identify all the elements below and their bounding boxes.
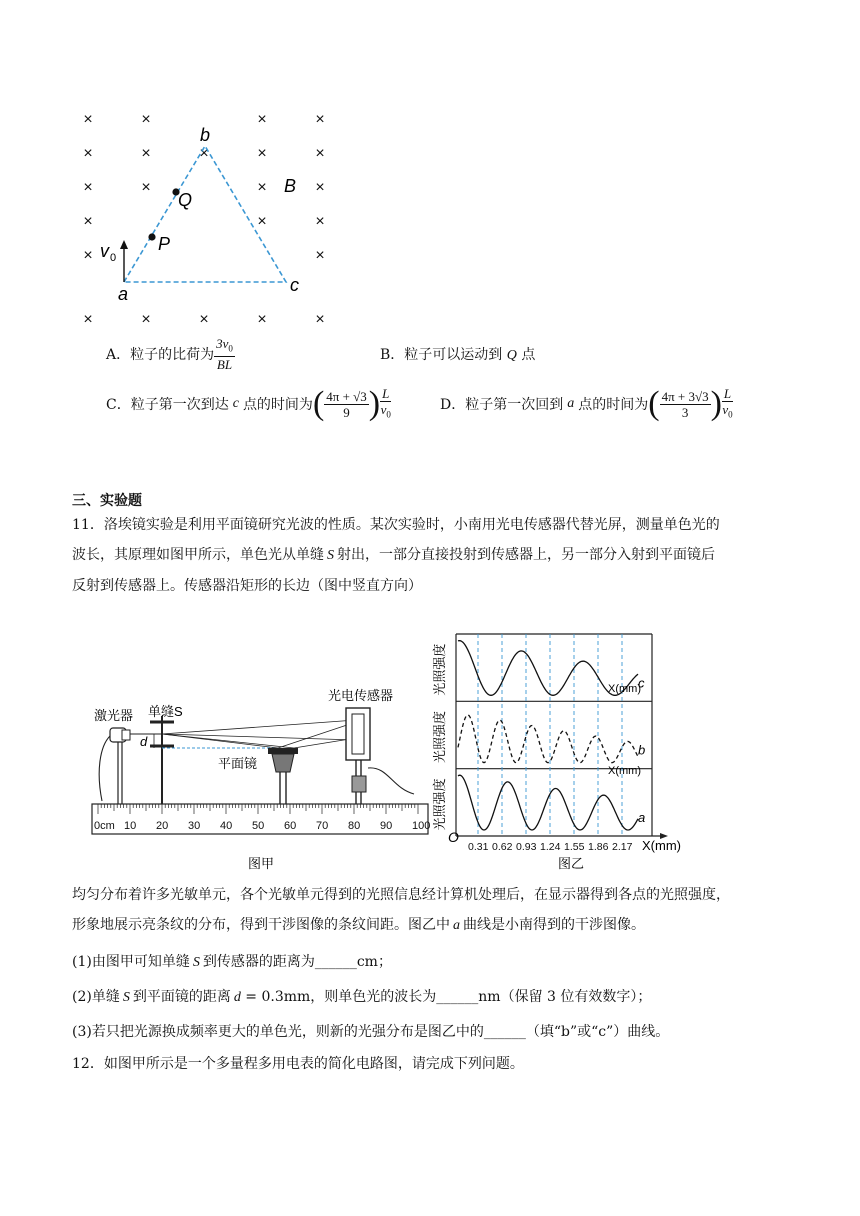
- field-cross: ×: [257, 213, 267, 230]
- label-laser: 激光器: [94, 708, 134, 723]
- option-d-mid: 点的时间为: [578, 397, 649, 413]
- ruler-label: 50: [252, 820, 265, 832]
- x-tick-label: 2.17: [612, 841, 633, 853]
- field-cross: ×: [315, 179, 325, 196]
- q12-line1: 12．如图甲所示是一个多量程多用电表的简化电路图，请完成下列问题。: [72, 1056, 524, 1072]
- label-c: c: [290, 275, 299, 295]
- option-d-fraction: [660, 389, 711, 420]
- field-cross: ×: [83, 145, 93, 162]
- option-c-text: C．粒子第一次到达: [106, 397, 229, 413]
- field-cross: ×: [83, 247, 93, 264]
- ruler-label: 40: [220, 820, 233, 832]
- option-c-c: c: [232, 396, 239, 411]
- q11-line3: 反射到传感器上。传感器沿矩形的长边（图中竖直方向）: [72, 578, 422, 594]
- field-cross: ×: [141, 145, 151, 162]
- intensity-curve-b: [458, 715, 638, 763]
- mirror: [268, 748, 298, 754]
- option-c-l-over-v: [380, 386, 391, 423]
- y-axis-label: 光照强度: [432, 710, 447, 763]
- field-cross: ×: [83, 111, 93, 128]
- option-d-a: a: [567, 396, 575, 411]
- field-cross: ×: [199, 311, 209, 328]
- field-cross: ×: [257, 145, 267, 162]
- laser-nozzle: [122, 730, 130, 740]
- option-a-num-sub: 0: [228, 343, 233, 354]
- ruler-label: 10: [124, 820, 137, 832]
- option-c-l: L: [382, 385, 390, 401]
- option-a: [106, 336, 235, 372]
- curve-label-a: a: [638, 810, 646, 825]
- option-d-v: v: [722, 401, 729, 417]
- option-b-text: B．粒子可以运动到: [380, 347, 503, 363]
- field-cross: ×: [257, 179, 267, 196]
- option-b-q: Q: [506, 348, 517, 363]
- y-axis-label: 光照强度: [432, 643, 447, 696]
- q11-body: [72, 880, 792, 1079]
- y-axis-label: 光照强度: [432, 778, 447, 831]
- option-c-v-sub: 0: [386, 409, 391, 420]
- x-tick-label: 1.55: [564, 841, 585, 853]
- curve-label-b: b: [638, 742, 646, 758]
- ruler-label: 70: [316, 820, 329, 832]
- field-cross: ×: [315, 213, 325, 230]
- mirror-holder: [272, 754, 294, 772]
- label-field-b: B: [284, 176, 297, 196]
- ruler-label: 0cm: [94, 820, 115, 832]
- caption-jia: 图甲: [248, 856, 275, 871]
- field-cross: ×: [315, 247, 325, 264]
- field-cross: ×: [257, 111, 267, 128]
- sensor-cable: [368, 768, 414, 794]
- figure-yi-intensity: [430, 620, 720, 872]
- label-p: P: [158, 234, 171, 254]
- label-sensor: 光电传感器: [328, 688, 394, 703]
- label-v-sub: 0: [110, 252, 117, 264]
- label-q: Q: [178, 190, 193, 210]
- option-c-num: 4π + √3: [326, 388, 367, 404]
- ruler-label: 100: [412, 820, 431, 832]
- x-tick-labels: [468, 841, 633, 853]
- field-cross: ×: [315, 311, 325, 328]
- laser-cable: [99, 736, 110, 801]
- magnetic-field-figure: [70, 100, 360, 330]
- ruler-label: 90: [380, 820, 393, 832]
- x-tick-label: 1.24: [540, 841, 561, 853]
- section-title: 三、实验题: [72, 493, 142, 509]
- q11-line2: 波长，其原理如图甲所示，单色光从单缝 S 射出，一部分直接投射到传感器上，另一部分入射到平面镜后: [72, 547, 715, 563]
- field-cross: ×: [199, 145, 209, 162]
- field-cross: ×: [83, 311, 93, 328]
- q11-intro: [72, 510, 792, 601]
- q11-sub3: (3)若只把光源换成频率更大的单色光，则新的光强分布是图乙中的______（填“b”或“c”）曲线。: [72, 1024, 670, 1040]
- intensity-curves: [458, 641, 645, 830]
- x-axis-label-main: X(mm): [642, 838, 681, 853]
- label-b: b: [200, 125, 211, 145]
- label-a: a: [118, 284, 129, 304]
- option-a-den: BL: [216, 357, 233, 373]
- point-p-dot: [148, 233, 155, 240]
- option-d-den: 3: [681, 404, 689, 420]
- option-d-num: 4π + 3√3: [661, 388, 709, 404]
- label-mirror: 平面镜: [218, 756, 258, 771]
- ruler-label: 20: [156, 820, 169, 832]
- option-b-suffix: 点: [521, 347, 536, 363]
- option-c-v: v: [380, 401, 387, 417]
- option-c-fraction: [324, 389, 369, 420]
- q11-sub2: (2)单缝 S 到平面镜的距离 d = 0.3mm，则单色光的波长为______nm（保留 3 位有效数字）；: [72, 989, 652, 1005]
- field-cross: ×: [83, 179, 93, 196]
- x-tick-label: 0.31: [468, 841, 489, 853]
- sensor-clamp: [352, 776, 366, 792]
- label-v: v: [100, 241, 109, 261]
- field-cross: ×: [141, 111, 151, 128]
- field-cross: ×: [315, 145, 325, 162]
- field-cross: ×: [257, 311, 267, 328]
- ruler-label: 80: [348, 820, 361, 832]
- x-tick-label: 1.86: [588, 841, 609, 853]
- q11-line1: 11．洛埃镜实验是利用平面镜研究光波的性质。某次实验时，小南用光电传感器代替光屏，测量单色光的: [72, 517, 720, 533]
- x-axis-label-mid: X(mm): [608, 765, 641, 777]
- ruler-label: 30: [188, 820, 201, 832]
- intensity-curve-a: [458, 775, 638, 830]
- origin-label: O: [448, 829, 459, 845]
- sensor-window: [352, 714, 364, 754]
- figure-jia-apparatus: [88, 676, 433, 872]
- field-cross: ×: [141, 311, 151, 328]
- x-tick-label: 0.93: [516, 841, 537, 853]
- label-slit: 单缝S: [148, 704, 183, 719]
- field-cross: ×: [315, 111, 325, 128]
- option-d: D．粒子第一次回到 a 点的时间为 ( $\frac{4\pi + 3√3}{3}$ ) $\frac{L}{v_0}$: [440, 385, 733, 422]
- option-d-v-sub: 0: [728, 409, 733, 420]
- ruler-label: 60: [284, 820, 297, 832]
- field-cross: ×: [141, 179, 151, 196]
- option-a-text: A．粒子的比荷为: [106, 347, 215, 363]
- option-c-den: 9: [343, 404, 350, 420]
- label-d: d: [140, 734, 148, 749]
- option-d-l-over-v: [722, 386, 733, 423]
- option-c-mid: 点的时间为: [242, 397, 313, 413]
- option-b: [380, 344, 535, 364]
- velocity-arrowhead: [120, 240, 128, 249]
- curve-label-c: c: [638, 675, 645, 691]
- x-axis-label-top: X(mm): [608, 683, 641, 695]
- option-a-num: 3v: [216, 335, 229, 351]
- x-tick-label: 0.62: [492, 841, 513, 853]
- q11-line5: 形象地展示亮条纹的分布，得到干涉图像的条纹间距。图乙中 a 曲线是小南得到的干涉图像。: [72, 917, 645, 933]
- option-c: C．粒子第一次到达 c 点的时间为 ( $\frac{4\pi + √3}{9}$ ) $\frac{L}{v_0}$: [106, 385, 391, 422]
- option-d-text: D．粒子第一次回到: [440, 397, 564, 413]
- intensity-panels: [432, 634, 668, 839]
- option-d-l: L: [723, 385, 732, 401]
- caption-yi: 图乙: [558, 856, 585, 871]
- field-cross: ×: [83, 213, 93, 230]
- q11-line4: 均匀分布着许多光敏单元，各个光敏单元得到的光照信息经计算机处理后，在显示器得到各点的光照强度，: [72, 887, 730, 903]
- q11-sub1: (1)由图甲可知单缝 S 到传感器的距离为______cm；: [72, 954, 392, 970]
- option-a-fraction: [214, 336, 235, 373]
